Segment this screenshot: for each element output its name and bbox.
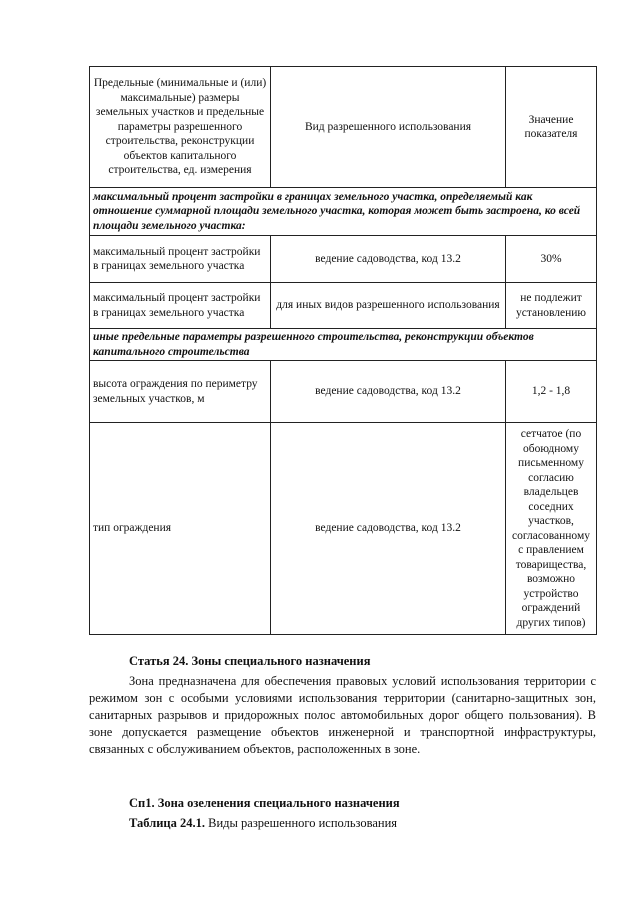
header-value: Значение показателя [506,67,597,188]
row-permitted-use: ведение садоводства, код 13.2 [271,236,506,283]
row-permitted-use: для иных видов разрешенного использования [271,283,506,329]
row-parameter: максимальный процент застройки в границах земельного участка [90,283,271,329]
section-row [90,188,597,236]
article-heading: Статья 24. Зоны специального назначения [129,654,371,668]
table-caption-label: Таблица 24.1. [129,816,206,830]
row-value: 1,2 - 1,8 [506,361,597,423]
table-row [90,283,597,329]
table-caption [89,815,596,832]
table-row [90,361,597,423]
row-parameter: максимальный процент застройки в границах земельного участка [90,236,271,283]
row-parameter: тип ограждения [90,423,271,635]
zone-heading: Сп1. Зона озеленения специального назначения [129,796,400,810]
table-caption-text: Виды разрешенного использования [205,816,398,830]
table-header-row [90,67,597,188]
row-value: 30% [506,236,597,283]
table-row [90,423,597,635]
parameters-table [89,66,597,635]
row-permitted-use: ведение садоводства, код 13.2 [271,423,506,635]
row-value: сетчатое (по обоюдному письменному согласию владельцев соседних участков, согласованному с правлением товарищества, возможно устройство ограждений других типов) [506,423,597,635]
header-permitted-use: Вид разрешенного использования [271,67,506,188]
section-row [90,329,597,361]
row-permitted-use: ведение садоводства, код 13.2 [271,361,506,423]
section-max-coverage: максимальный процент застройки в границах земельного участка, определяемый как отношение суммарной площади земельного участка, которая может быть застроена, ко всей площади земельного участка: [90,188,597,236]
table-row [90,236,597,283]
row-parameter: высота ограждения по периметру земельных участков, м [90,361,271,423]
section-other-parameters: иные предельные параметры разрешенного строительства, реконструкции объектов капитального строительства [90,329,597,361]
row-value: не подлежит установлению [506,283,597,329]
article-paragraph: Зона предназначена для обеспечения правовых условий использования территории с режимом зон с особыми условиями использования территории (санитарно-защитных зон, санитарных разрывов и придорожных полос автомобильных дорог общего пользования). В зоне допускается размещение объектов инженерной и транспортной инфраструктуры, связанных с обслуживанием объектов, расположенных в зоне. [89,674,596,756]
header-parameters: Предельные (минимальные и (или) максимальные) размеры земельных участков и предельные параметры разрешенного строительства, реконструкции объектов капитального строительства, ед. измерения [90,67,271,188]
